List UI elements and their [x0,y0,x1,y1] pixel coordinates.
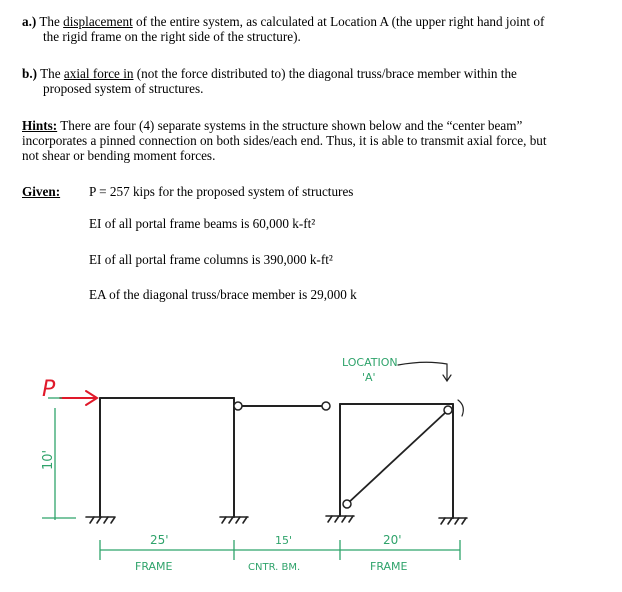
question-b-text-post: (not the force distributed to) the diagonal truss/brace member within the [133,66,517,81]
center-beam-right-pin [322,402,330,410]
location-a-leader [398,362,447,380]
question-a-text-pre: The [39,14,64,29]
load-arrow [60,391,97,405]
location-label-line1: LOCATION [342,356,398,369]
question-b-line2: proposed system of structures. [43,81,204,96]
axial-force-term: axial force in [63,66,134,81]
fixed-support-1 [86,517,115,523]
hints-line3: not shear or bending moment forces. [22,148,216,163]
question-a-label: a.) [22,14,37,29]
brace-top-pin [444,406,452,414]
dim-mid-value: 15' [275,534,293,547]
dim-left-name: FRAME [135,560,173,573]
dim-left-value: 25' [150,533,169,547]
hints-line2: incorporates a pinned connection on both sides/each end. Thus, it is able to transmit axial force, but [22,133,547,148]
dim-right-name: FRAME [370,560,408,573]
given-p-load: P = 257 kips for the proposed system of structures [89,184,354,199]
question-a-line2: the rigid frame on the right side of the structure). [43,29,301,44]
given-label: Given: [22,184,61,199]
question-b-label: b.) [22,66,38,81]
dim-mid-name: CNTR. BM. [248,562,301,573]
location-label-line2: 'A' [362,371,376,384]
hints-line1: There are four (4) separate systems in the structure shown below and the “center beam” [60,118,523,133]
location-a-rotation-mark [458,400,463,416]
displacement-term: displacement [63,14,133,29]
question-a-text-post: of the entire system, as calculated at Location A (the upper right hand joint of [132,14,545,29]
diagonal-brace [347,412,446,504]
load-label: P [42,377,56,402]
hints-label: Hints: [22,118,58,133]
brace-bottom-pin [343,500,351,508]
given-ei-beams: EI of all portal frame beams is 60,000 k-ft² [89,216,316,231]
dim-right-value: 20' [383,533,402,547]
center-beam-left-pin [234,402,242,410]
height-label: 10' [41,449,56,470]
question-b-text-pre: The [40,66,64,81]
given-ea-brace: EA of the diagonal truss/brace member is 29,000 k [89,287,357,302]
given-ei-columns: EI of all portal frame columns is 390,000 k-ft² [89,252,333,267]
